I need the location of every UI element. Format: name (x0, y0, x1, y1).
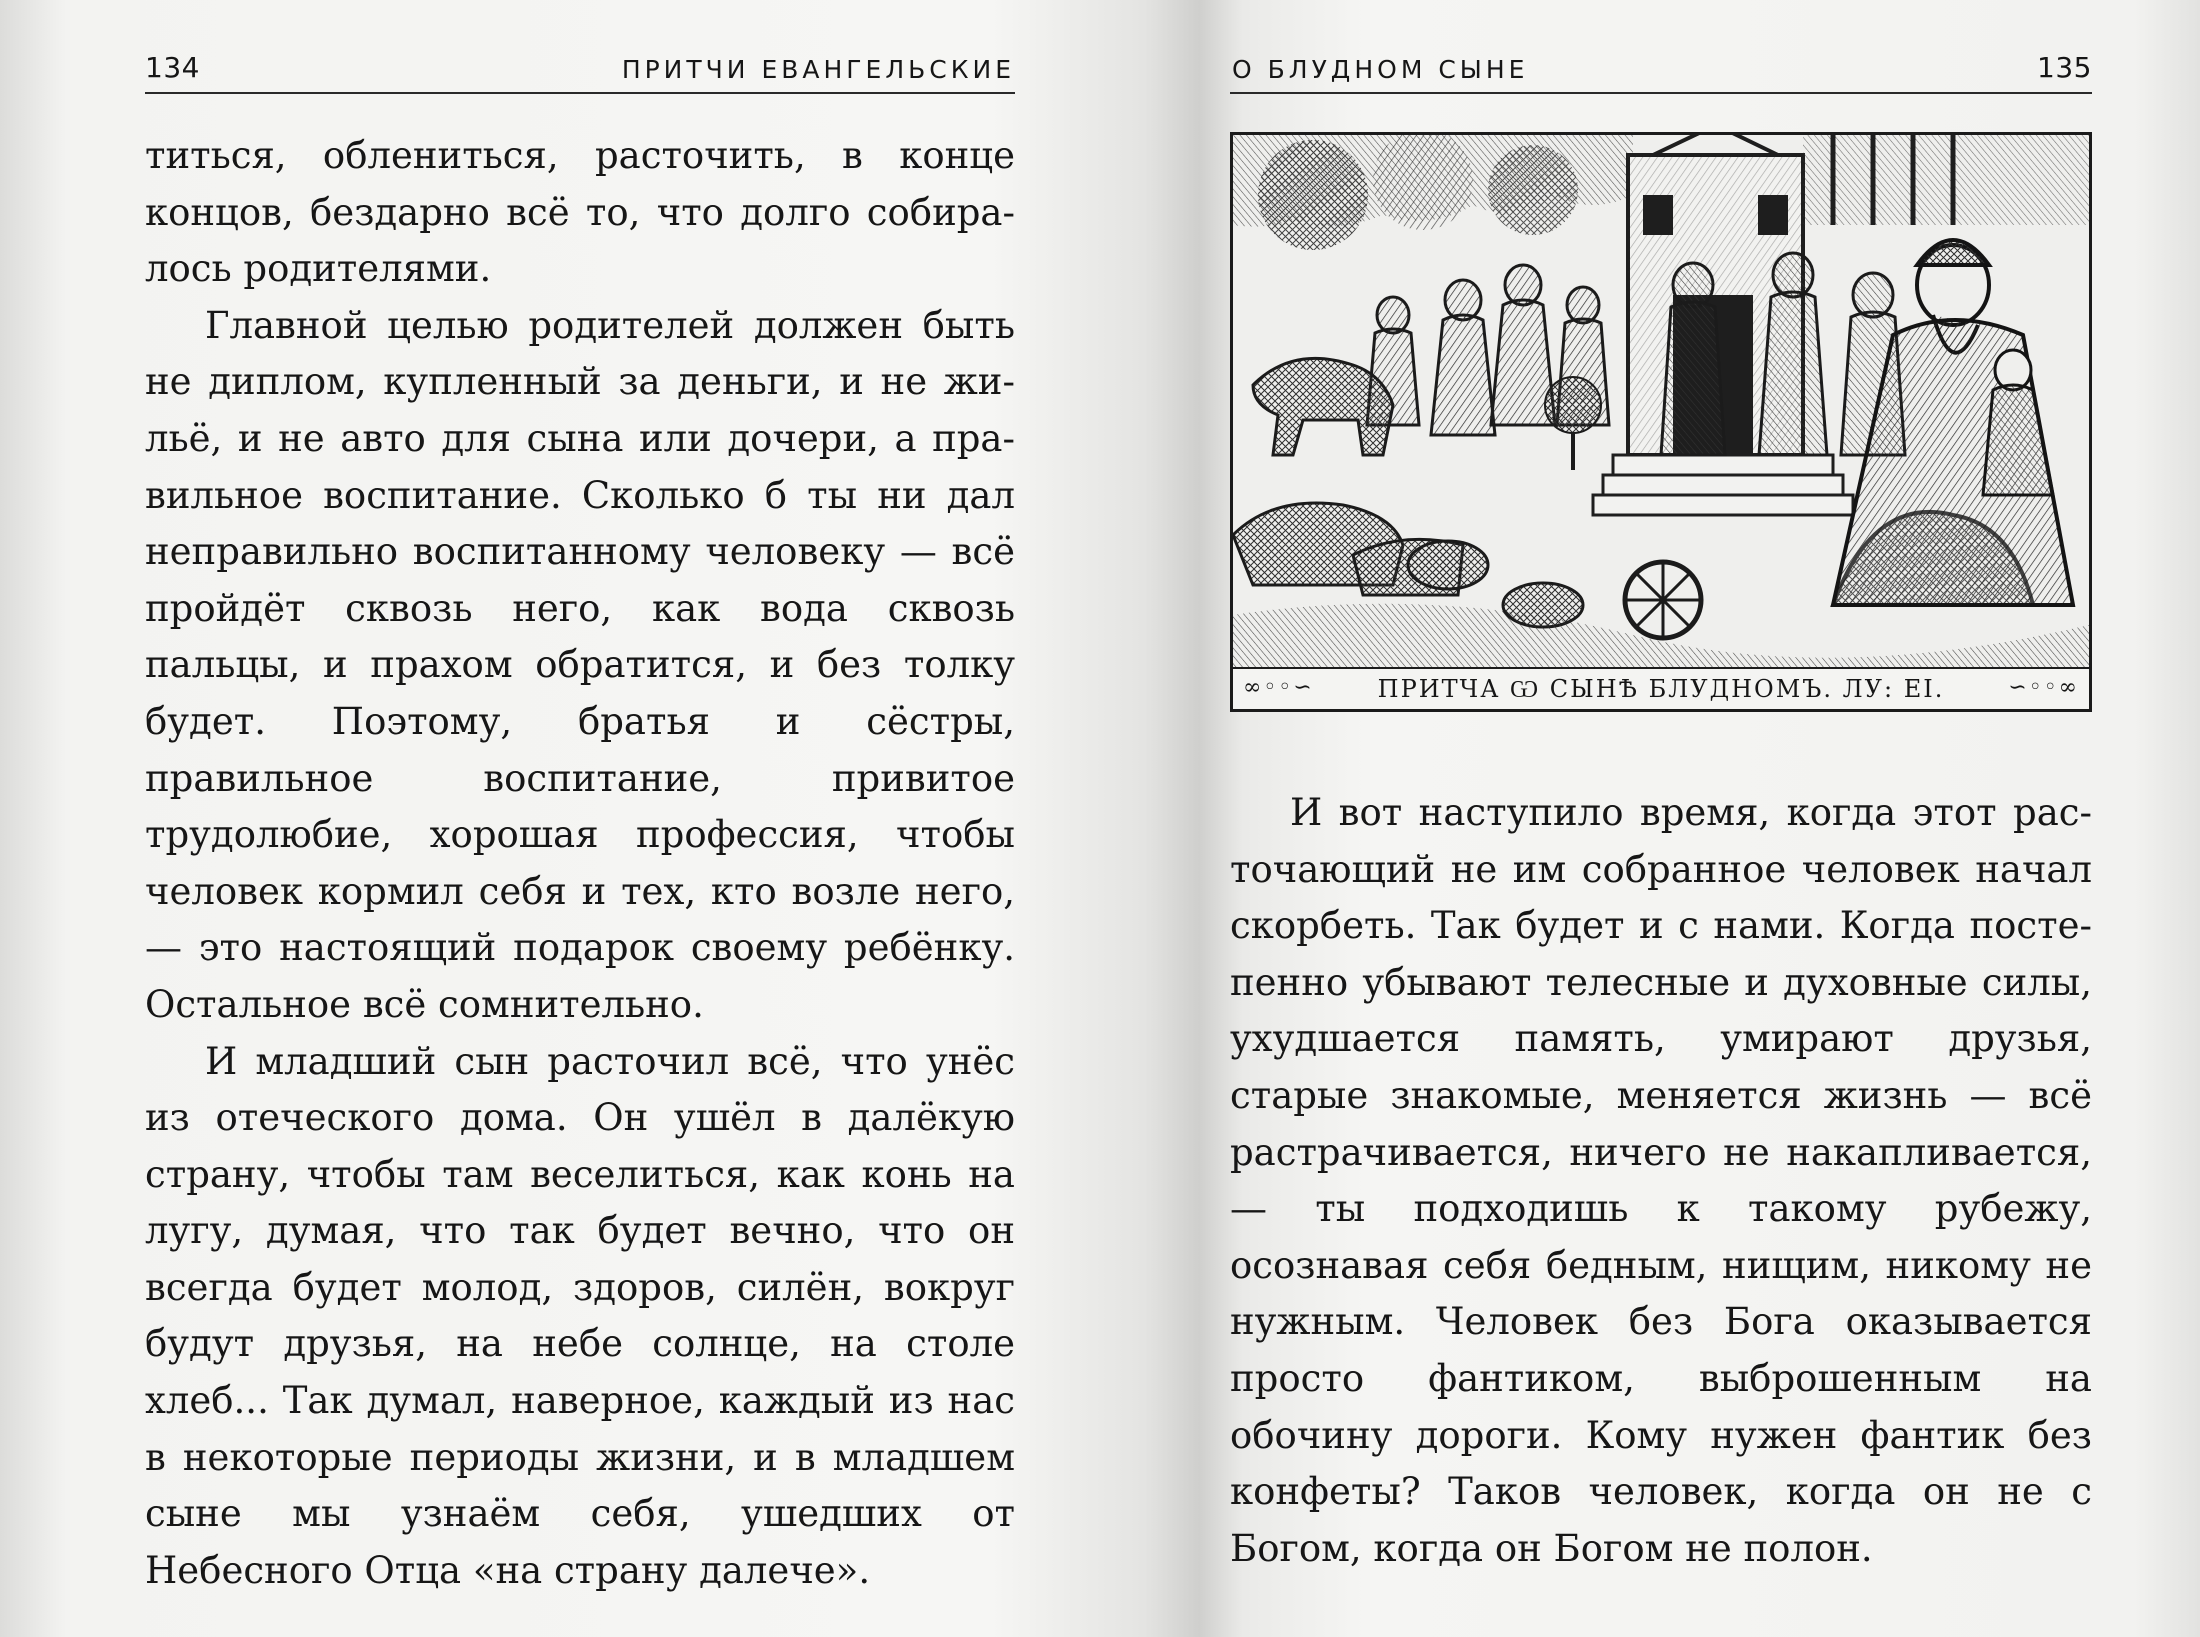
figure-caption (1233, 667, 2089, 709)
woodcut-image (1233, 135, 2089, 667)
ornament-right-icon: ∽◦◦∞ (2008, 675, 2079, 700)
ornament-left-icon: ∞◦◦∽ (1243, 675, 1314, 700)
page-number: 134 (145, 51, 200, 84)
left-running-head (145, 42, 1015, 94)
paragraph: Главной целью родителей должен быть не диплом, купленный за деньги, и не жильё, и не авто для сына или дочери, а правильное воспитание. Сколько б ты ни дал неправильно воспитанному человеку — всё пройдёт сквозь него, как вода сквозь пальцы, и прахом обратится, и без толку будет. Поэтому, братья и сёстры, правильное воспитание, привитое трудолюбие, хорошая профессия, чтобы человек кормил себя и тех, кто возле него, — это настоящий подарок своему ребёнку. Остальное всё сомнительно. (145, 303, 1015, 1026)
running-title: ПРИТЧИ ЕВАНГЕЛЬСКИЕ (621, 55, 1015, 84)
paragraph: титься, облениться, расточить, в конце концов, бездарно всё то, что долго собиралось родителями. (145, 134, 1015, 291)
paragraph: И младший сын расточил всё, что унёс из отеческого дома. Он ушёл в далёкую страну, чтобы там веселиться, как конь на лугу, думая, что так будет вечно, что он всегда будет молод, здоров, силён, вокруг будут друзья, на небе солнце, на столе хлеб... Так думал, наверное, каждый из нас в некоторые периоды жизни, и в младшем сыне мы узнаём себя, ушедших от Небесного Отца «на страну далече». (145, 1039, 1015, 1592)
caption-text: ПРИТЧА Ѡ СЫНѢ БЛУДНОМЪ. ЛУ: ЕІ. (1377, 674, 1945, 703)
right-body-text (1230, 785, 2092, 1577)
right-running-head (1230, 42, 2092, 94)
woodcut-illustration (1230, 132, 2092, 712)
right-page (1230, 0, 2092, 1637)
running-title: О БЛУДНОМ СЫНЕ (1232, 55, 1529, 84)
left-page (145, 0, 1015, 1637)
page-number: 135 (2037, 51, 2092, 84)
paragraph: И вот наступило время, когда этот расточающий не им собранное человек начал скорбеть. Так будет и с нами. Когда постепенно убывают телесные и духовные силы, ухудшается память, умирают друзья, старые знакомые, меняется жизнь — всё растрачивается, ничего не накапливается, — ты подходишь к такому рубежу, осознавая себя бедным, нищим, никому не нужным. Человек без Бога оказывается просто фантиком, выброшенным на обочину дороги. Кому нужен фантик без конфеты? Таков человек, когда он не с Богом, когда он Богом не полон. (1230, 791, 2092, 1570)
left-body-text (145, 128, 1015, 1599)
